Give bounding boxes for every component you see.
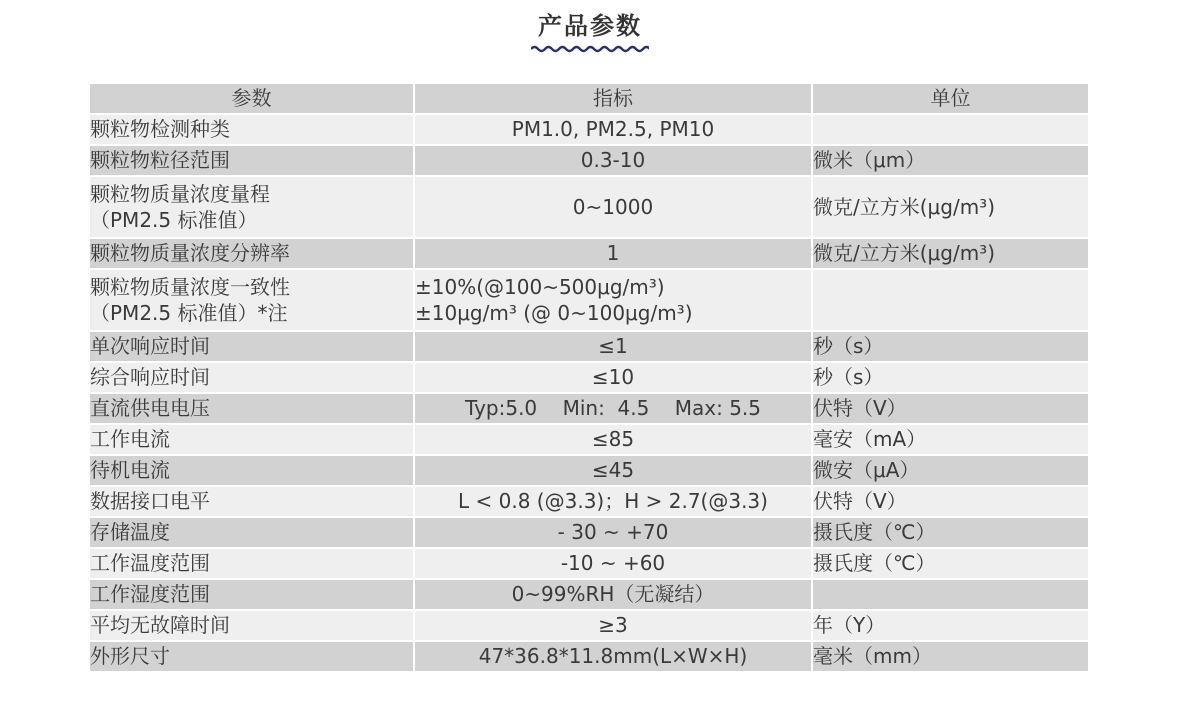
title-block [0,10,1180,54]
table-row [90,641,1088,672]
table-row [90,362,1088,393]
value-cell: 47*36.8*11.8mm(L×W×H) [414,641,812,672]
value-cell: ≤45 [414,455,812,486]
value-cell: ≤10 [414,362,812,393]
unit-cell [812,579,1088,610]
unit-cell: 伏特（V） [812,393,1088,424]
value-cell: 1 [414,238,812,269]
param-cell: 外形尺寸 [90,641,414,672]
param-cell: 数据接口电平 [90,486,414,517]
value-line: ±10μg/m³ (@ 0~100μg/m³) [415,301,693,325]
unit-cell: 伏特（V） [812,486,1088,517]
table-row [90,579,1088,610]
table-header-row [90,84,1088,114]
unit-cell [812,114,1088,145]
table-row [90,145,1088,176]
param-cell: 颗粒物粒径范围 [90,145,414,176]
param-cell: 工作湿度范围 [90,579,414,610]
unit-cell: 年（Y） [812,610,1088,641]
header-param: 参数 [90,84,414,114]
value-cell: ≤1 [414,331,812,362]
unit-cell: 微克/立方米(μg/m³) [812,176,1088,238]
value-cell: ≥3 [414,610,812,641]
unit-cell: 微克/立方米(μg/m³) [812,238,1088,269]
param-cell: 单次响应时间 [90,331,414,362]
param-line: 颗粒物质量浓度量程 [90,182,270,206]
unit-cell: 摄氏度（℃） [812,517,1088,548]
unit-cell [812,269,1088,331]
unit-cell: 摄氏度（℃） [812,548,1088,579]
param-line: （PM2.5 标准值）*注 [90,301,288,325]
value-cell: Typ:5.0 Min: 4.5 Max: 5.5 [414,393,812,424]
value-cell: - 30 ~ +70 [414,517,812,548]
param-cell: 直流供电电压 [90,393,414,424]
unit-cell: 秒（s） [812,331,1088,362]
param-cell: 待机电流 [90,455,414,486]
param-cell: 平均无故障时间 [90,610,414,641]
param-cell: 颗粒物检测种类 [90,114,414,145]
header-unit: 单位 [812,84,1088,114]
param-cell [90,269,414,331]
table-row [90,610,1088,641]
header-value: 指标 [414,84,812,114]
value-cell: -10 ~ +60 [414,548,812,579]
param-cell: 存储温度 [90,517,414,548]
param-cell: 工作电流 [90,424,414,455]
unit-cell: 微安（μA） [812,455,1088,486]
table-row [90,486,1088,517]
table-row [90,455,1088,486]
spec-table [90,84,1088,673]
value-cell: 0~99%RH（无凝结） [414,579,812,610]
wave-underline-decoration [531,44,649,54]
value-cell: L < 0.8 (@3.3)；H > 2.7(@3.3) [414,486,812,517]
page-title: 产品参数 [538,12,642,40]
table-row [90,238,1088,269]
table-row [90,331,1088,362]
param-line: 颗粒物质量浓度一致性 [90,275,290,299]
value-cell: 0.3-10 [414,145,812,176]
value-cell [414,269,812,331]
value-cell: PM1.0, PM2.5, PM10 [414,114,812,145]
value-line: ±10%(@100~500μg/m³) [415,275,665,299]
unit-cell: 微米（μm） [812,145,1088,176]
table-row [90,517,1088,548]
param-cell [90,176,414,238]
unit-cell: 毫米（mm） [812,641,1088,672]
param-line: （PM2.5 标准值） [90,208,258,232]
param-cell: 综合响应时间 [90,362,414,393]
value-cell: 0~1000 [414,176,812,238]
param-cell: 颗粒物质量浓度分辨率 [90,238,414,269]
table-row [90,269,1088,331]
unit-cell: 秒（s） [812,362,1088,393]
table-row [90,548,1088,579]
param-cell: 工作温度范围 [90,548,414,579]
table-row [90,424,1088,455]
value-cell: ≤85 [414,424,812,455]
table-row [90,393,1088,424]
table-row [90,176,1088,238]
unit-cell: 毫安（mA） [812,424,1088,455]
table-row [90,114,1088,145]
